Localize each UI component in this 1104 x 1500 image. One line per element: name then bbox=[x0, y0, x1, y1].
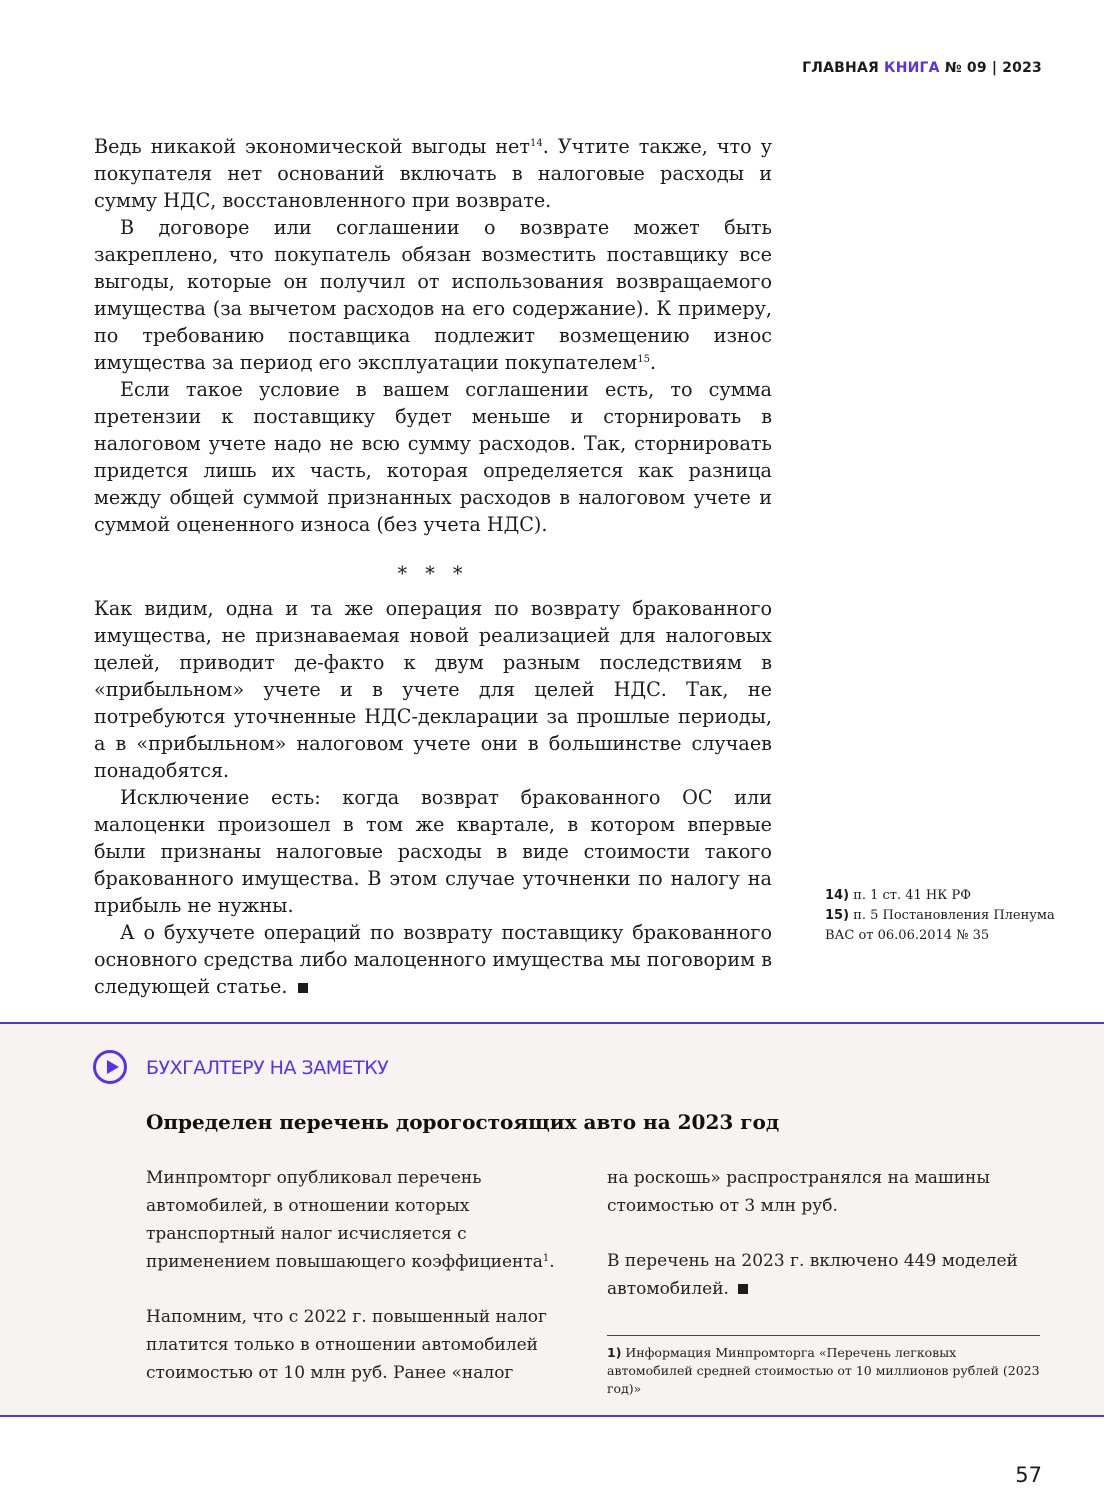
panel-column-right bbox=[607, 1164, 1037, 1330]
page-number: 57 bbox=[1015, 1463, 1042, 1487]
panel-paragraph: В перечень на 2023 г. включено 449 моделей автомобилей. bbox=[607, 1251, 1018, 1299]
panel-paragraph: на роскошь» распространялся на машины стоимостью от 3 млн руб. bbox=[607, 1168, 990, 1216]
paragraph: А о бухучете операций по возврату поставщику бракованного основного средства либо малоценного имущества мы поговорим в следующей статье. bbox=[94, 921, 772, 998]
accountant-note-panel bbox=[0, 1022, 1104, 1417]
panel-heading: Определен перечень дорогостоящих авто на 2023 год bbox=[146, 1110, 780, 1134]
footnote-ref[interactable]: 15 bbox=[637, 354, 650, 365]
footnote-item: 15) п. 5 Постановления Пленума ВАС от 06.06.2014 № 35 bbox=[825, 908, 1055, 943]
paragraph: Если такое условие в вашем соглашении есть, то сумма претензии к поставщику будет меньше и сторнировать в налоговом учете надо не всю сумму расходов. Так, сторнировать придется лишь их часть, которая определяется как разница между общей суммой признанных расходов в налоговом учете и суммой оцененного износа (без учета НДС). bbox=[94, 378, 772, 536]
article-body bbox=[94, 133, 772, 1000]
magazine-name-part1: ГЛАВНАЯ bbox=[802, 60, 879, 76]
paragraph: Ведь никакой экономической выгоды нет$^{14}$. Учтите также, что у покупателя нет оснований включать в налоговые расходы и сумму НДС, восстановленного при возврате. bbox=[94, 135, 772, 212]
square-end-icon bbox=[738, 1284, 748, 1294]
panel-footnote: 1) Информация Минпромторга «Перечень легковых автомобилей средней стоимостью от 10 миллионов рублей (2023 год)» bbox=[607, 1335, 1040, 1398]
panel-column-left bbox=[146, 1164, 566, 1414]
footnote-item: 14) п. 1 ст. 41 НК РФ bbox=[825, 888, 971, 903]
footnote-ref[interactable]: 1 bbox=[542, 1253, 550, 1264]
paragraph: Исключение есть: когда возврат бракованного ОС или малоценки произошел в том же квартале, в котором впервые были признаны налоговые расходы в виде стоимости такого бракованного имущества. В этом случае уточненки по налогу на прибыль не нужны. bbox=[94, 786, 772, 917]
paragraph: В договоре или соглашении о возврате может быть закреплено, что покупатель обязан возместить поставщику все выгоды, которые он получил от использования возвращаемого имущества (за вычетом расходов на его содержание). К примеру, по требованию поставщика подлежит возмещению износ имущества за период его эксплуатации покупателем$^{15}$. bbox=[94, 216, 772, 374]
running-header bbox=[802, 60, 1042, 76]
footnote-ref[interactable]: 14 bbox=[530, 138, 543, 149]
paragraph: Как видим, одна и та же операция по возврату бракованного имущества, не признаваемая новой реализацией для налоговых целей, приводит де-факто к двум разным последствиям в «прибыльном» учете и в учете для целей НДС. Так, не потребуются уточненные НДС-декларации за прошлые периоды, а в «прибыльном» налоговом учете они в большинстве случаев понадобятся. bbox=[94, 597, 772, 782]
section-separator: * * * bbox=[397, 562, 469, 585]
square-end-icon bbox=[298, 983, 308, 993]
play-circle-icon bbox=[93, 1050, 127, 1084]
panel-paragraph: Минпромторг опубликовал перечень автомобилей, в отношении которых транспортный налог исчисляется с применением повышающего коэффициента$^1$. bbox=[146, 1168, 555, 1272]
magazine-name-part2: КНИГА bbox=[884, 60, 940, 76]
panel-title: БУХГАЛТЕРУ НА ЗАМЕТКУ bbox=[146, 1057, 389, 1079]
sidebar-footnotes bbox=[825, 886, 1055, 946]
panel-paragraph: Напомним, что с 2022 г. повышенный налог платится только в отношении автомобилей стоимостью от 10 млн руб. Ранее «налог bbox=[146, 1307, 547, 1383]
issue-number: № 09 | 2023 bbox=[944, 60, 1042, 76]
